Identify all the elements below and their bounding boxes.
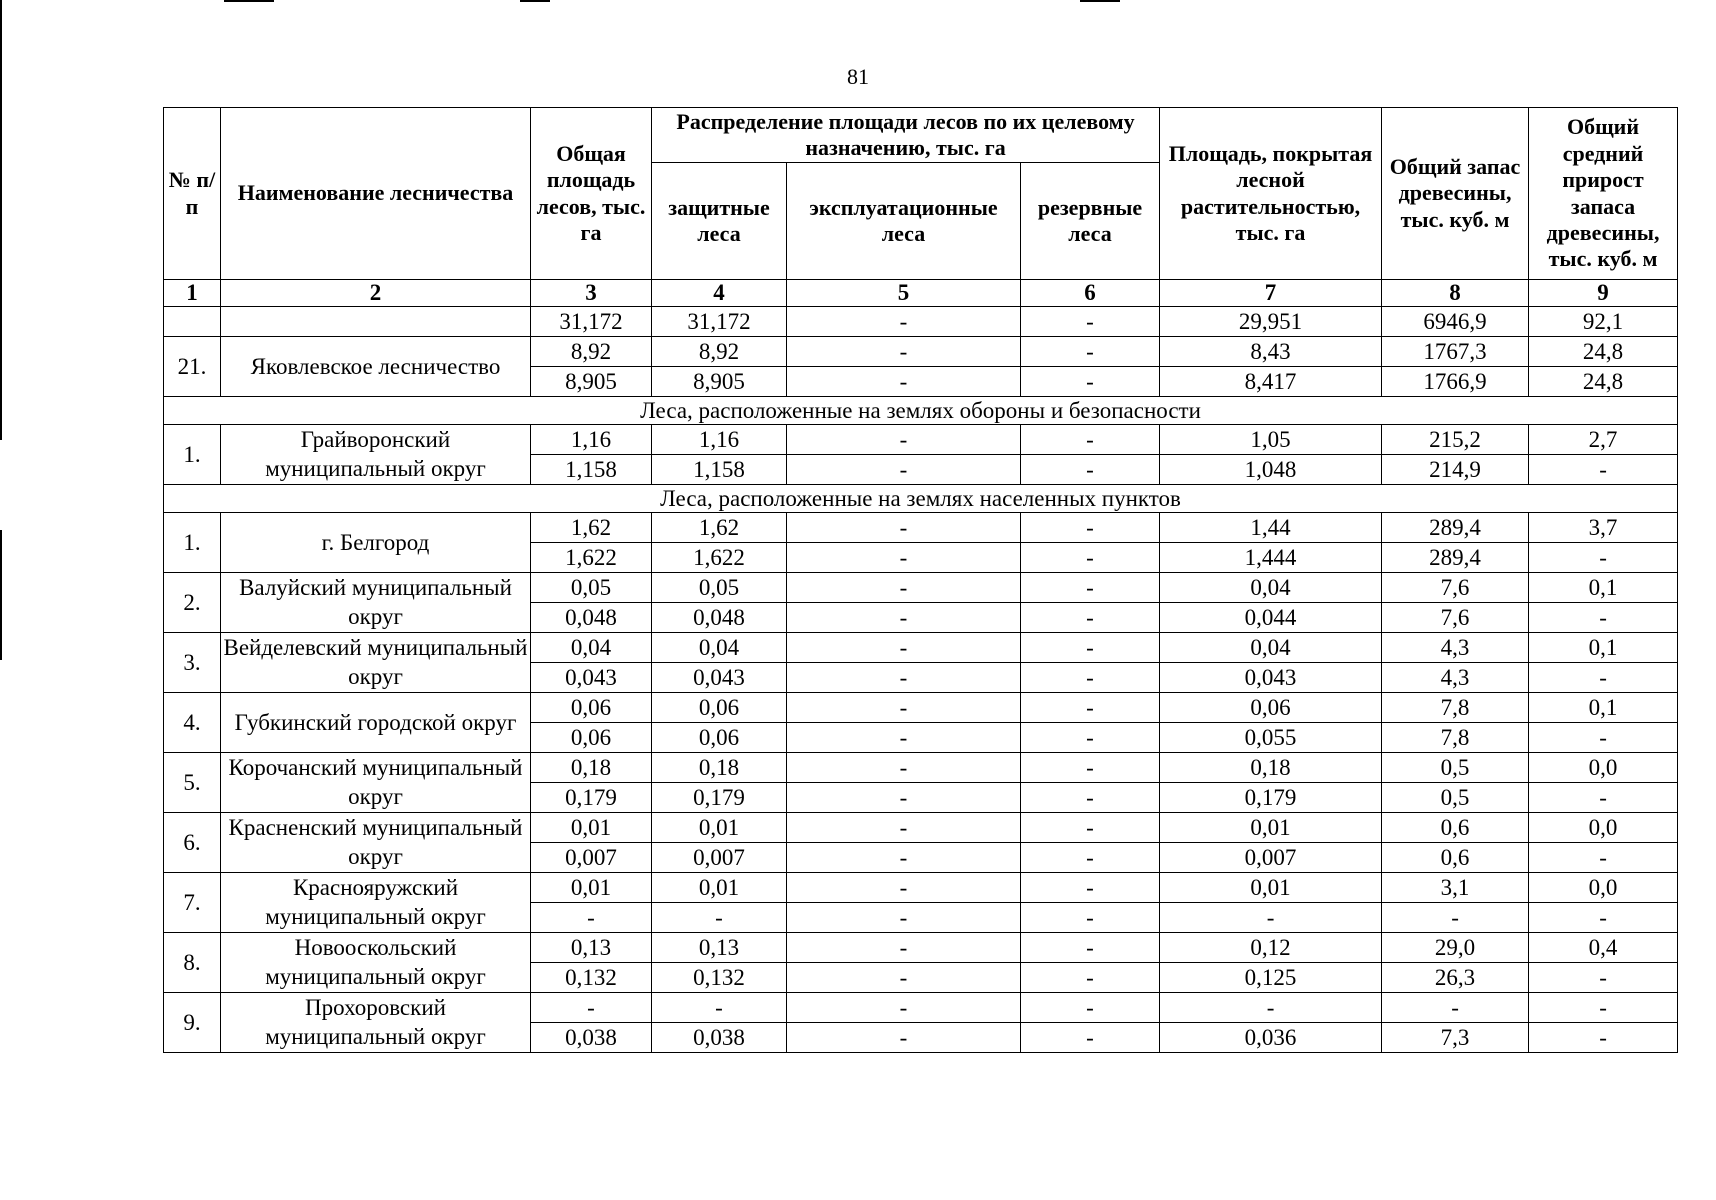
table-cell: 0,007 [652, 843, 787, 873]
table-cell: - [787, 963, 1021, 993]
table-cell: 2,7 [1529, 425, 1678, 455]
table-cell: 0,007 [531, 843, 652, 873]
table-cell: - [1021, 783, 1160, 813]
column-number: 6 [1021, 280, 1160, 307]
table-cell: 289,4 [1382, 513, 1529, 543]
table-cell: 0,0 [1529, 873, 1678, 903]
column-number: 7 [1160, 280, 1382, 307]
table-cell: 0,007 [1160, 843, 1382, 873]
forestry-name: Прохоровский муниципальный округ [221, 993, 531, 1053]
table-cell: 1,62 [531, 513, 652, 543]
table-cell: - [1529, 993, 1678, 1023]
table-cell: - [1021, 753, 1160, 783]
header-protective: защитные леса [652, 163, 787, 280]
table-cell: - [531, 903, 652, 933]
table-cell: - [787, 367, 1021, 397]
table-cell: 0,01 [1160, 813, 1382, 843]
table-cell: 1,158 [652, 455, 787, 485]
header-num: № п/п [164, 108, 221, 280]
section-row [164, 397, 1678, 425]
table-cell: 0,055 [1160, 723, 1382, 753]
table-cell: 0,01 [1160, 873, 1382, 903]
table-cell: - [787, 903, 1021, 933]
table-cell: 1,048 [1160, 455, 1382, 485]
table-row [164, 693, 1678, 723]
table-cell: 24,8 [1529, 337, 1678, 367]
column-number: 9 [1529, 280, 1678, 307]
table-cell: - [787, 307, 1021, 337]
table-cell: 0,038 [652, 1023, 787, 1053]
table-cell: - [1021, 455, 1160, 485]
section-row [164, 485, 1678, 513]
table-cell: 215,2 [1382, 425, 1529, 455]
table-cell: 7,3 [1382, 1023, 1529, 1053]
row-number: 4. [164, 693, 221, 753]
table-cell: 8,92 [652, 337, 787, 367]
table-cell: 1,444 [1160, 543, 1382, 573]
table-cell: - [787, 1023, 1021, 1053]
table-cell: 0,06 [531, 693, 652, 723]
table-cell: - [787, 337, 1021, 367]
table-row [164, 813, 1678, 843]
table-cell: 1766,9 [1382, 367, 1529, 397]
row-num-cell [164, 307, 221, 337]
table-cell: 0,036 [1160, 1023, 1382, 1053]
table-cell: 7,6 [1382, 603, 1529, 633]
forestry-name: г. Белгород [221, 513, 531, 573]
table-cell: 1,16 [531, 425, 652, 455]
table-cell: - [1160, 993, 1382, 1023]
row-number: 3. [164, 633, 221, 693]
table-cell: 0,132 [531, 963, 652, 993]
table-cell: 0,04 [1160, 573, 1382, 603]
table-cell: 29,0 [1382, 933, 1529, 963]
header-avg-growth: Общий средний прирост запаса древесины, тыс. куб. м [1529, 108, 1678, 280]
table-cell: - [787, 813, 1021, 843]
header-row-top [164, 108, 1678, 163]
table-cell: 1,622 [531, 543, 652, 573]
table-cell: - [787, 543, 1021, 573]
forestry-name: Губкинский городской округ [221, 693, 531, 753]
table-cell: 26,3 [1382, 963, 1529, 993]
table-cell: - [1021, 843, 1160, 873]
table-cell: 0,05 [652, 573, 787, 603]
table-cell: 0,048 [652, 603, 787, 633]
table-row [164, 573, 1678, 603]
table-cell: 0,179 [531, 783, 652, 813]
table-cell: 0,5 [1382, 783, 1529, 813]
table-cell: 1,622 [652, 543, 787, 573]
table-cell: 6946,9 [1382, 307, 1529, 337]
table-cell: 4,3 [1382, 633, 1529, 663]
table-cell: 0,04 [652, 633, 787, 663]
table-cell: - [1021, 813, 1160, 843]
table-cell: 0,043 [1160, 663, 1382, 693]
table-cell: - [787, 993, 1021, 1023]
table-cell: 0,06 [1160, 693, 1382, 723]
header-total-area: Общая площадь лесов, тыс. га [531, 108, 652, 280]
table-cell: - [1529, 783, 1678, 813]
table-cell: - [1021, 337, 1160, 367]
table-cell: - [787, 933, 1021, 963]
table-cell: 0,06 [531, 723, 652, 753]
table-cell: - [787, 693, 1021, 723]
table-cell: 8,43 [1160, 337, 1382, 367]
row-number: 21. [164, 337, 221, 397]
scan-artifact [1080, 0, 1120, 2]
forestry-name: Грайворонский муниципальный округ [221, 425, 531, 485]
table-body [164, 307, 1678, 1053]
row-number: 5. [164, 753, 221, 813]
table-cell: - [1021, 603, 1160, 633]
row-number: 9. [164, 993, 221, 1053]
table-cell: 214,9 [1382, 455, 1529, 485]
table-cell: 289,4 [1382, 543, 1529, 573]
table-cell: 0,038 [531, 1023, 652, 1053]
table-cell: 3,7 [1529, 513, 1678, 543]
section-title: Леса, расположенные на землях населенных пунктов [164, 485, 1678, 513]
table-cell: 0,06 [652, 723, 787, 753]
table-row [164, 873, 1678, 903]
table-cell: 0,1 [1529, 573, 1678, 603]
table-cell: 0,18 [531, 753, 652, 783]
forestry-name: Корочанский муниципальный округ [221, 753, 531, 813]
table-cell: 1,62 [652, 513, 787, 543]
section-title: Леса, расположенные на землях обороны и безопасности [164, 397, 1678, 425]
table-cell: - [1021, 307, 1160, 337]
table-cell: 7,8 [1382, 723, 1529, 753]
table-cell: 0,13 [531, 933, 652, 963]
table-cell: - [1529, 663, 1678, 693]
forestry-name: Вейделевский муниципальный округ [221, 633, 531, 693]
table-cell: 0,01 [531, 813, 652, 843]
table-row [164, 307, 1678, 337]
column-number: 4 [652, 280, 787, 307]
table-row [164, 337, 1678, 367]
table-cell: - [652, 993, 787, 1023]
table-cell: - [787, 663, 1021, 693]
table-cell: - [787, 783, 1021, 813]
table-cell: 0,6 [1382, 843, 1529, 873]
table-cell: - [1529, 1023, 1678, 1053]
table-cell: - [1529, 903, 1678, 933]
row-number: 8. [164, 933, 221, 993]
table-cell: 1,44 [1160, 513, 1382, 543]
table-cell: 7,8 [1382, 693, 1529, 723]
header-name: Наименование лесничества [221, 108, 531, 280]
table-cell: 0,132 [652, 963, 787, 993]
column-number: 1 [164, 280, 221, 307]
header-distribution: Распределение площади лесов по их целевому назначению, тыс. га [652, 108, 1160, 163]
table-cell: 0,179 [1160, 783, 1382, 813]
table-row [164, 633, 1678, 663]
table-cell: 1,16 [652, 425, 787, 455]
table-cell: - [787, 513, 1021, 543]
forestry-name: Красненский муниципальный округ [221, 813, 531, 873]
table-cell: - [787, 425, 1021, 455]
table-cell: 0,13 [652, 933, 787, 963]
header-covered-area: Площадь, покрытая лесной растительностью, тыс. га [1160, 108, 1382, 280]
table-cell: 1,05 [1160, 425, 1382, 455]
table-cell: - [1529, 455, 1678, 485]
table-cell: 8,905 [531, 367, 652, 397]
table-row [164, 933, 1678, 963]
table-cell: 0,04 [1160, 633, 1382, 663]
table-cell: - [1021, 693, 1160, 723]
table-cell: 0,044 [1160, 603, 1382, 633]
table-row [164, 425, 1678, 455]
table-cell: - [1021, 633, 1160, 663]
header-exploitation: эксплуатационные леса [787, 163, 1021, 280]
table-cell: 8,92 [531, 337, 652, 367]
table-cell: - [1021, 425, 1160, 455]
table-cell: - [1529, 543, 1678, 573]
table-cell: 0,18 [652, 753, 787, 783]
table-cell: - [787, 753, 1021, 783]
table-cell: - [1021, 1023, 1160, 1053]
table-row [164, 753, 1678, 783]
table-cell: 0,6 [1382, 813, 1529, 843]
table-cell: - [1021, 723, 1160, 753]
table-cell: - [1382, 993, 1529, 1023]
table-cell: 1,158 [531, 455, 652, 485]
table-cell: 0,043 [531, 663, 652, 693]
column-number: 3 [531, 280, 652, 307]
table-cell: 0,4 [1529, 933, 1678, 963]
forest-distribution-table [163, 107, 1678, 1053]
table-cell: 0,125 [1160, 963, 1382, 993]
table-cell: - [1160, 903, 1382, 933]
table-cell: - [1021, 663, 1160, 693]
table-cell: 0,01 [531, 873, 652, 903]
table-cell: - [1021, 993, 1160, 1023]
table-cell: 31,172 [531, 307, 652, 337]
table-cell: 0,1 [1529, 693, 1678, 723]
row-number: 1. [164, 425, 221, 485]
row-number: 6. [164, 813, 221, 873]
table-cell: 31,172 [652, 307, 787, 337]
table-cell: - [652, 903, 787, 933]
table-cell: 0,04 [531, 633, 652, 663]
table-cell: - [1021, 963, 1160, 993]
table-row [164, 513, 1678, 543]
table-cell: 0,0 [1529, 753, 1678, 783]
table-cell: - [1021, 873, 1160, 903]
table-cell: 0,5 [1382, 753, 1529, 783]
table-cell: - [787, 603, 1021, 633]
table-cell: 0,06 [652, 693, 787, 723]
table-cell: 1767,3 [1382, 337, 1529, 367]
row-number: 7. [164, 873, 221, 933]
table-cell: 0,12 [1160, 933, 1382, 963]
table-cell: 3,1 [1382, 873, 1529, 903]
table-cell: - [1529, 723, 1678, 753]
table-cell: 7,6 [1382, 573, 1529, 603]
header-timber-stock: Общий запас древесины, тыс. куб. м [1382, 108, 1529, 280]
column-number: 5 [787, 280, 1021, 307]
table-cell: 24,8 [1529, 367, 1678, 397]
table-cell: 0,05 [531, 573, 652, 603]
table-cell: - [1021, 543, 1160, 573]
table-cell: - [1529, 603, 1678, 633]
table-cell: - [1529, 963, 1678, 993]
header-reserve: резервные леса [1021, 163, 1160, 280]
table-cell: - [787, 455, 1021, 485]
table-cell: - [1021, 933, 1160, 963]
table-cell: - [787, 633, 1021, 663]
table-row [164, 993, 1678, 1023]
table-cell: 92,1 [1529, 307, 1678, 337]
table-cell: - [787, 723, 1021, 753]
column-number: 8 [1382, 280, 1529, 307]
table-cell: - [1021, 513, 1160, 543]
scan-artifact [224, 0, 274, 2]
table-cell: - [1021, 367, 1160, 397]
table-cell: 0,18 [1160, 753, 1382, 783]
page-number: 81 [847, 64, 869, 89]
table-cell: 8,905 [652, 367, 787, 397]
table-cell: - [1021, 903, 1160, 933]
table-cell: 0,1 [1529, 633, 1678, 663]
row-number: 2. [164, 573, 221, 633]
forestry-name: Валуйский муниципальный округ [221, 573, 531, 633]
table-cell: - [787, 843, 1021, 873]
table-cell: - [531, 993, 652, 1023]
forestry-name: Краснояружский муниципальный округ [221, 873, 531, 933]
forestry-name: Новооскольский муниципальный округ [221, 933, 531, 993]
table-cell: - [1382, 903, 1529, 933]
forestry-name: Яковлевское лесничество [221, 337, 531, 397]
table-cell: - [787, 573, 1021, 603]
column-number: 2 [221, 280, 531, 307]
table-cell: 0,048 [531, 603, 652, 633]
table-cell: 8,417 [1160, 367, 1382, 397]
row-number: 1. [164, 513, 221, 573]
column-number-row [164, 280, 1678, 307]
table-cell: 0,0 [1529, 813, 1678, 843]
table-cell: 0,01 [652, 813, 787, 843]
table-cell: 0,179 [652, 783, 787, 813]
table-cell: 4,3 [1382, 663, 1529, 693]
table-cell: - [1021, 573, 1160, 603]
table-cell: 0,043 [652, 663, 787, 693]
scan-artifact [0, 530, 2, 660]
scan-artifact [520, 0, 550, 2]
table-cell: 0,01 [652, 873, 787, 903]
row-name-cell [221, 307, 531, 337]
table-cell: - [787, 873, 1021, 903]
table-cell: 29,951 [1160, 307, 1382, 337]
table-cell: - [1529, 843, 1678, 873]
